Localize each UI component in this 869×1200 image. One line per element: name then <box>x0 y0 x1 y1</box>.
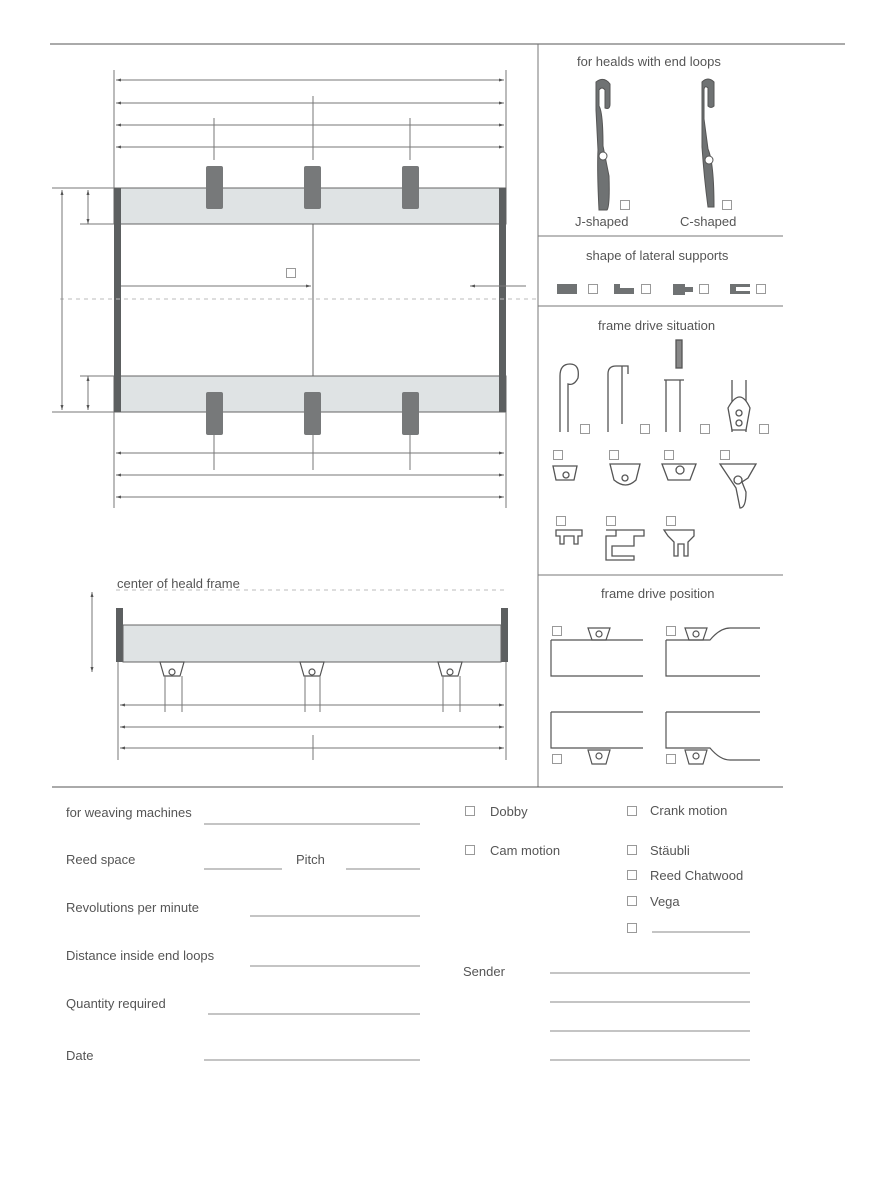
other-machine-checkbox[interactable] <box>627 923 637 933</box>
lateral-support-1-checkbox[interactable] <box>588 284 598 294</box>
date-label: Date <box>66 1048 94 1063</box>
lateral-supports-title: shape of lateral supports <box>586 248 729 263</box>
drive-situation-6-checkbox[interactable] <box>609 450 619 460</box>
drive-situation-7-checkbox[interactable] <box>664 450 674 460</box>
form-fill-lines <box>204 824 750 1060</box>
heald-frame-side-view <box>92 590 508 760</box>
crank-motion-checkbox[interactable] <box>627 806 637 816</box>
lateral-support-shapes <box>557 284 750 295</box>
reed-chatwood-checkbox[interactable] <box>627 870 637 880</box>
drive-situation-3-checkbox[interactable] <box>700 424 710 434</box>
heald-frame-front-view <box>52 166 540 435</box>
lateral-support-3-checkbox[interactable] <box>699 284 709 294</box>
reed-space-label: Reed space <box>66 852 136 867</box>
frame-drive-position-drawings <box>551 628 760 764</box>
reed-chatwood-label: Reed Chatwood <box>650 868 744 883</box>
drive-position-3-checkbox[interactable] <box>552 754 562 764</box>
staubli-label: Stäubli <box>650 843 690 858</box>
center-of-frame-label: center of heald frame <box>117 576 240 591</box>
crank-motion-label: Crank motion <box>650 803 728 818</box>
vega-checkbox[interactable] <box>627 896 637 906</box>
weaving-machines-label: for weaving machines <box>66 805 192 820</box>
j-shaped-checkbox[interactable] <box>620 200 630 210</box>
c-shaped-label: C-shaped <box>680 214 737 229</box>
vega-label: Vega <box>650 894 680 909</box>
lateral-support-4-checkbox[interactable] <box>756 284 766 294</box>
staubli-checkbox[interactable] <box>627 845 637 855</box>
frame-option-checkbox[interactable] <box>286 268 296 278</box>
drive-position-4-checkbox[interactable] <box>666 754 676 764</box>
lateral-support-2-checkbox[interactable] <box>641 284 651 294</box>
c-shaped-heald-drawing <box>702 79 714 207</box>
drive-situation-2-checkbox[interactable] <box>640 424 650 434</box>
drive-situation-11-checkbox[interactable] <box>666 516 676 526</box>
drive-situation-5-checkbox[interactable] <box>553 450 563 460</box>
drive-situation-10-checkbox[interactable] <box>606 516 616 526</box>
heald-panel-title: for healds with end loops <box>577 54 721 69</box>
c-shaped-checkbox[interactable] <box>722 200 732 210</box>
quantity-label: Quantity required <box>66 996 166 1011</box>
cam-motion-label: Cam motion <box>490 843 561 858</box>
distance-label: Distance inside end loops <box>66 948 215 963</box>
dobby-label: Dobby <box>490 804 528 819</box>
drive-situation-title: frame drive situation <box>598 318 716 333</box>
sender-label: Sender <box>463 964 505 979</box>
drive-situation-8-checkbox[interactable] <box>720 450 730 460</box>
cam-motion-checkbox[interactable] <box>465 845 475 855</box>
drive-situation-9-checkbox[interactable] <box>556 516 566 526</box>
rpm-label: Revolutions per minute <box>66 900 199 915</box>
drive-situation-4-checkbox[interactable] <box>759 424 769 434</box>
drive-position-title: frame drive position <box>601 586 715 601</box>
j-shaped-label: J-shaped <box>575 214 629 229</box>
drive-situation-1-checkbox[interactable] <box>580 424 590 434</box>
j-shaped-heald-drawing <box>596 79 610 210</box>
drive-position-2-checkbox[interactable] <box>666 626 676 636</box>
dobby-checkbox[interactable] <box>465 806 475 816</box>
pitch-label: Pitch <box>296 852 325 867</box>
drive-position-1-checkbox[interactable] <box>552 626 562 636</box>
